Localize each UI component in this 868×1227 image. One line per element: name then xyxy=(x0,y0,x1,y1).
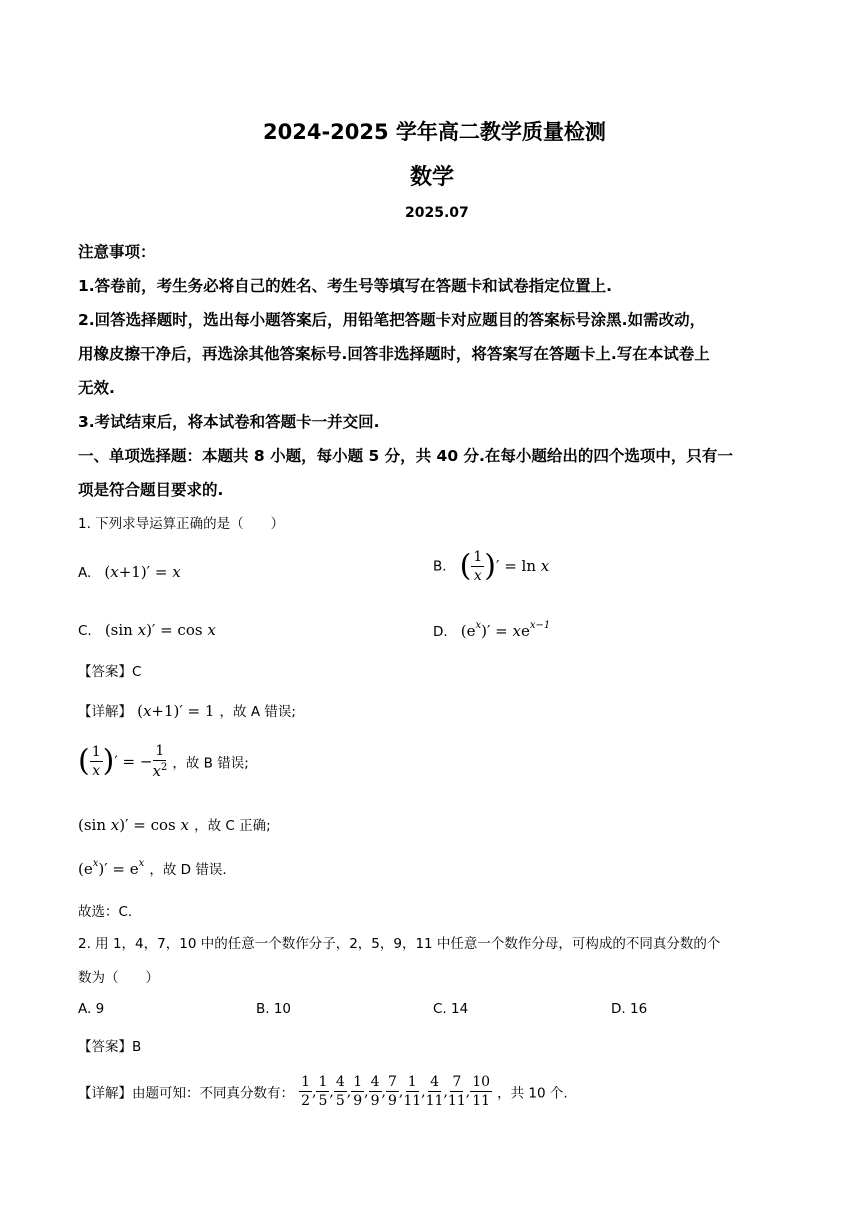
subject-title: 数学 xyxy=(410,165,455,190)
question-2-stem-line-2: 数为（ ） xyxy=(78,970,159,986)
question-2-option-c: C. 14 xyxy=(433,1001,469,1017)
notice-item-3: 3.考试结束后，将本试卷和答题卡一并交回. xyxy=(78,413,380,431)
detail-prefix: 【详解】由题可知：不同真分数有： xyxy=(78,1085,294,1102)
option-c-formula: (sin x)′ = cos x xyxy=(104,621,216,639)
question-1-detail-d xyxy=(78,858,227,878)
question-1-option-c xyxy=(78,620,216,639)
detail-c-text: ，故 C 正确; xyxy=(194,818,271,834)
option-b-formula: ( $\frac{1}{x}$ )′ = ln x xyxy=(459,548,550,584)
exam-title: 2024-2025 学年高二教学质量检测 xyxy=(263,120,606,144)
exam-date: 2025.07 xyxy=(405,205,469,221)
question-1-detail-a xyxy=(78,700,296,720)
notice-heading: 注意事项： xyxy=(78,243,156,261)
fraction: $\frac{1}{11}$ xyxy=(403,1074,422,1109)
question-1-conclusion: 故选：C. xyxy=(78,904,133,920)
fraction: $\frac{7}{9}$ xyxy=(387,1074,397,1109)
notice-item-2-line-2: 用橡皮擦干净后，再选涂其他答案标号.回答非选择题时，将答案写在答题卡上.写在本试卷上 xyxy=(78,345,710,363)
question-2-answer: 【答案】B xyxy=(78,1039,142,1055)
option-a-formula: (x+1)′ = x xyxy=(104,563,181,581)
question-1-option-b xyxy=(433,550,549,583)
question-1-option-d xyxy=(433,620,550,640)
question-1-stem: 1. 下列求导运算正确的是（ ） xyxy=(78,516,285,532)
question-2-option-a: A. 9 xyxy=(78,1001,105,1017)
question-2-option-d: D. 16 xyxy=(611,1001,648,1017)
option-d-formula: $(e^x)' = xe^{x-1}$ xyxy=(460,620,551,640)
question-1-answer: 【答案】C xyxy=(78,664,142,680)
section-heading-line-2: 项是符合题目要求的. xyxy=(78,481,224,499)
question-2-option-b: B. 10 xyxy=(256,1001,292,1017)
detail-a-formula: (x+1)′ = 1 xyxy=(137,702,215,720)
detail-d-text: ，故 D 错误. xyxy=(149,862,227,878)
question-1-option-a xyxy=(78,562,181,581)
fraction: $\frac{4}{9}$ xyxy=(370,1074,380,1109)
fraction-list: $\frac{1}{2}$ , $\frac{1}{5}$ , $\frac{4}{5}$ , $\frac{1}{9}$ , $\frac{4}{9}$ , $\frac{7}{9}$ , $\frac{1}{11}$ , $\frac{4}{11}$ , $\frac{7}{11}$ , $\frac{10}{11}$ xyxy=(301,1074,491,1109)
detail-label: 【详解】 xyxy=(78,704,132,720)
notice-item-2-line-1: 2.回答选择题时，选出每小题答案后，用铅笔把答题卡对应题目的答案标号涂黑.如需改动， xyxy=(78,311,706,329)
option-c-label: C. xyxy=(78,623,92,639)
question-2-stem-line-1: 2. 用 1，4，7，10 中的任意一个数作分子，2，5，9，11 中任意一个数作分母，可构成的不同真分数的个 xyxy=(78,936,721,952)
fraction: $\frac{1}{9}$ xyxy=(353,1074,363,1109)
detail-suffix: ，共 10 个. xyxy=(497,1085,568,1102)
fraction: $\frac{4}{11}$ xyxy=(425,1074,444,1109)
notice-item-1: 1.答卷前，考生务必将自己的姓名、考生号等填写在答题卡和试卷指定位置上. xyxy=(78,277,613,295)
question-1-detail-c xyxy=(78,814,271,834)
option-d-label: D. xyxy=(433,624,448,640)
detail-a-text: ，故 A 错误; xyxy=(219,704,296,720)
fraction: $\frac{1}{2}$ xyxy=(301,1074,311,1109)
notice-item-2-line-3: 无效. xyxy=(78,379,115,397)
fraction: $\frac{4}{5}$ xyxy=(335,1074,345,1109)
section-heading-line-1: 一、单项选择题：本题共 8 小题，每小题 5 分，共 40 分.在每小题给出的四个选项中，只有一 xyxy=(78,447,733,465)
question-2-detail xyxy=(78,1075,568,1108)
question-1-detail-b xyxy=(78,744,249,779)
fraction: $\frac{1}{5}$ xyxy=(318,1074,328,1109)
option-a-label: A. xyxy=(78,565,92,581)
detail-b-text: ，故 B 错误; xyxy=(172,755,249,772)
detail-d-formula: $(e^x)' = e^x$ xyxy=(78,858,145,878)
detail-b-formula: ( $\frac{1}{x}$ )′ = − $\frac{1}{x^2}$ xyxy=(78,743,168,780)
fraction: $\frac{7}{11}$ xyxy=(447,1074,466,1109)
option-b-label: B. xyxy=(433,558,447,575)
fraction: $\frac{10}{11}$ xyxy=(472,1074,491,1109)
detail-c-formula: (sin x)′ = cos x xyxy=(78,816,189,834)
